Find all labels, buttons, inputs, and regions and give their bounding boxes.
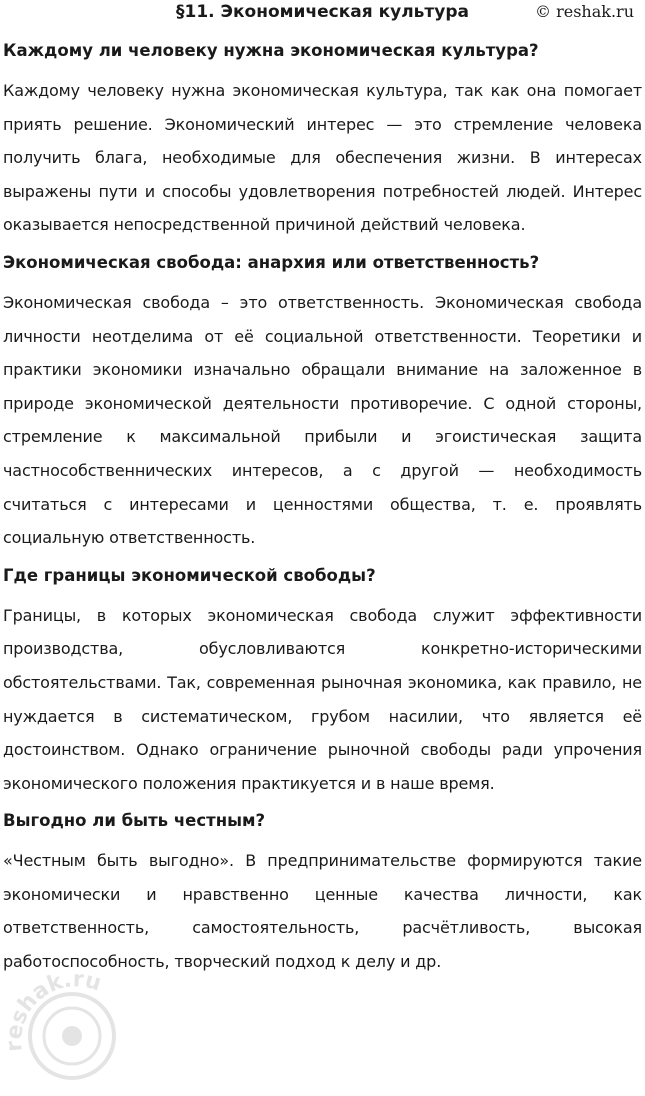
page-header <box>3 0 642 28</box>
section-text: Границы, в которых экономическая свобода служит эффективности производства, обусловливаются конкретно-историческими обстоятельствами. Так, современная рыночная экономика, как правило, не нуждается в систематическом, грубом насилии, что является её достоинством. Однако ограничение рыночной свободы ради упрочения экономического положения практикуется и в наше время. <box>3 605 642 793</box>
site-copyright[interactable]: © reshak.ru <box>535 2 634 21</box>
section-text: Каждому человеку нужна экономическая культура, так как она помогает приять решение. Экономический интерес — это стремление человека получить блага, необходимые для обеспечения жизни. В интересах выражены пути и способы удовлетворения потребностей людей. Интерес оказывается непосредственной причиной действий человека. <box>3 81 642 235</box>
section-title: Экономическая свобода: анархия или ответственность? <box>3 252 540 272</box>
section-1 <box>3 40 642 242</box>
section-text: Экономическая свобода – это ответственность. Экономическая свобода личности неотделима от её социальной ответственности. Теоретики и практики экономики изначально обращали внимание на заложенное в природе экономической деятельности противоречие. С одной стороны, стремление к максимальной прибыли и эгоистическая защита частнособственнических интересов, а с другой — необходимость считаться с интересами и ценностями общества, т. е. проявлять социальную ответственность. <box>3 292 642 548</box>
section-text: «Честным быть выгодно». В предпринимательстве формируются такие экономически и нравственно ценные качества личности, как ответственность, самостоятельность, расчётливость, высокая работоспособность, творческий подход к делу и др. <box>3 851 642 972</box>
section-3 <box>3 565 642 801</box>
section-title: Где границы экономической свободы? <box>3 565 376 585</box>
section-4 <box>3 810 642 978</box>
page-title: §11. Экономическая культура <box>176 2 469 22</box>
watermark-label: reshak.ru <box>2 967 104 1053</box>
section-2 <box>3 252 642 555</box>
section-title: Каждому ли человеку нужна экономическая культура? <box>3 41 539 60</box>
section-title: Выгодно ли быть честным? <box>3 811 266 831</box>
